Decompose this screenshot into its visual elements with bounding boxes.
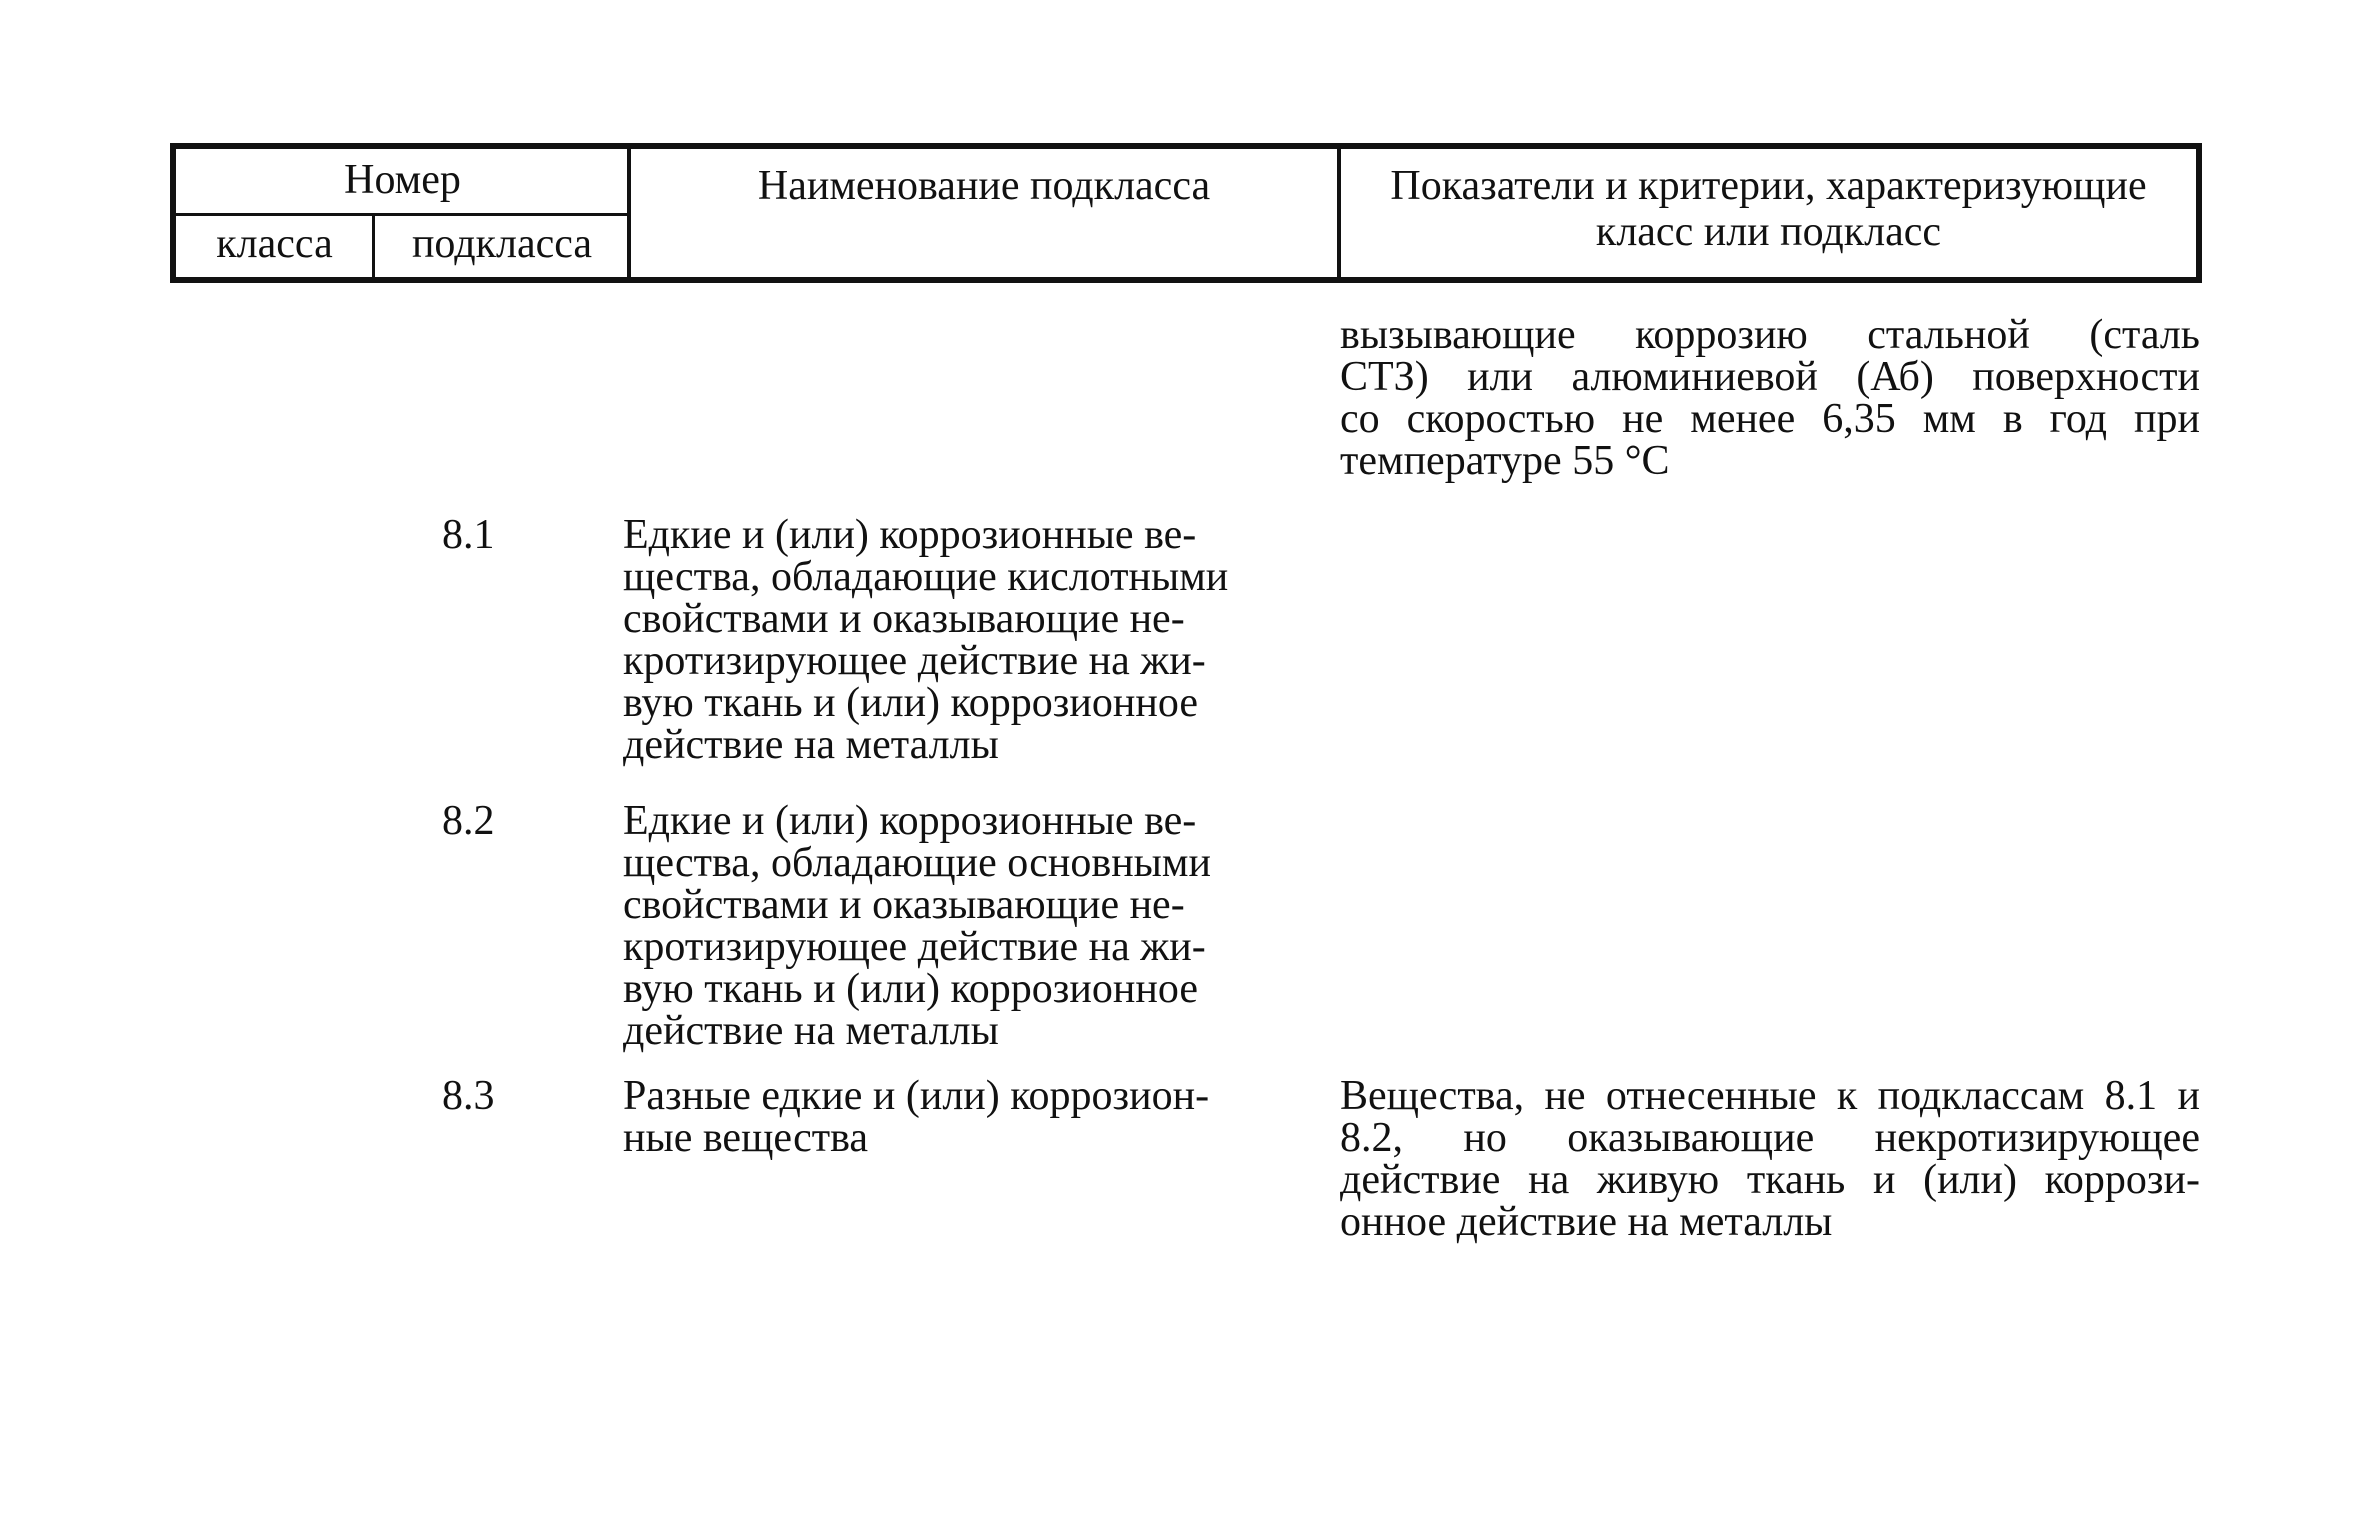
text-line: кротизирующее действие на жи-: [623, 924, 1206, 970]
text-line: онное действие на металлы: [1340, 1199, 1833, 1245]
text-line: Вещества, не отнесенные к подклассам 8.1 и: [1340, 1073, 2200, 1119]
text-line: 8.2, но оказывающие некротизирующее: [1340, 1115, 2200, 1161]
text-line: вую ткань и (или) коррозионное: [623, 680, 1198, 726]
text-line: действие на живую ткань и (или) коррози-: [1340, 1157, 2200, 1203]
text-line: ные вещества: [623, 1115, 869, 1161]
text-line: свойствами и оказывающие не-: [623, 596, 1185, 642]
subclass-criteria: [1340, 1075, 2200, 1243]
text-line: вую ткань и (или) коррозионное: [623, 966, 1198, 1012]
subclass-name: [623, 800, 1283, 1052]
divider: [176, 213, 629, 216]
text-line: СТЗ) или алюминиевой (Аб) поверхности: [1340, 354, 2200, 400]
text-line: со скоростью не менее 6,35 мм в год при: [1340, 396, 2200, 442]
text-line: Едкие и (или) коррозионные ве-: [623, 798, 1197, 844]
header-criteria-column: [1341, 163, 2196, 263]
text-line: Едкие и (или) коррозионные ве-: [623, 512, 1197, 558]
header-number-group: Номер: [344, 157, 461, 203]
text-line: температуре 55 °С: [1340, 438, 1670, 484]
text-line: кротизирующее действие на жи-: [623, 638, 1206, 684]
text-line: Разные едкие и (или) коррозион-: [623, 1073, 1210, 1119]
subclass-number: 8.1: [442, 512, 495, 558]
criteria-continuation: [1340, 314, 2200, 482]
subclass-number: 8.3: [442, 1073, 495, 1119]
header-criteria-line: класс или подкласс: [1595, 209, 1942, 255]
text-line: свойствами и оказывающие не-: [623, 882, 1185, 928]
header-class-column: класса: [216, 221, 333, 267]
subclass-name: [623, 1075, 1283, 1159]
subclass-number: 8.2: [442, 798, 495, 844]
table-header: [170, 143, 2202, 283]
header-name-column: Наименование подкласса: [757, 163, 1211, 209]
text-line: вызывающие коррозию стальной (сталь: [1340, 312, 2200, 358]
text-line: действие на металлы: [623, 1008, 999, 1054]
header-subclass-column: подкласса: [411, 221, 593, 267]
text-line: щества, обладающие основными: [623, 840, 1211, 886]
text-line: щества, обладающие кислотными: [623, 554, 1229, 600]
header-criteria-line: Показатели и критерии, характеризующие: [1390, 163, 2147, 209]
text-line: действие на металлы: [623, 722, 999, 768]
subclass-name: [623, 514, 1283, 766]
